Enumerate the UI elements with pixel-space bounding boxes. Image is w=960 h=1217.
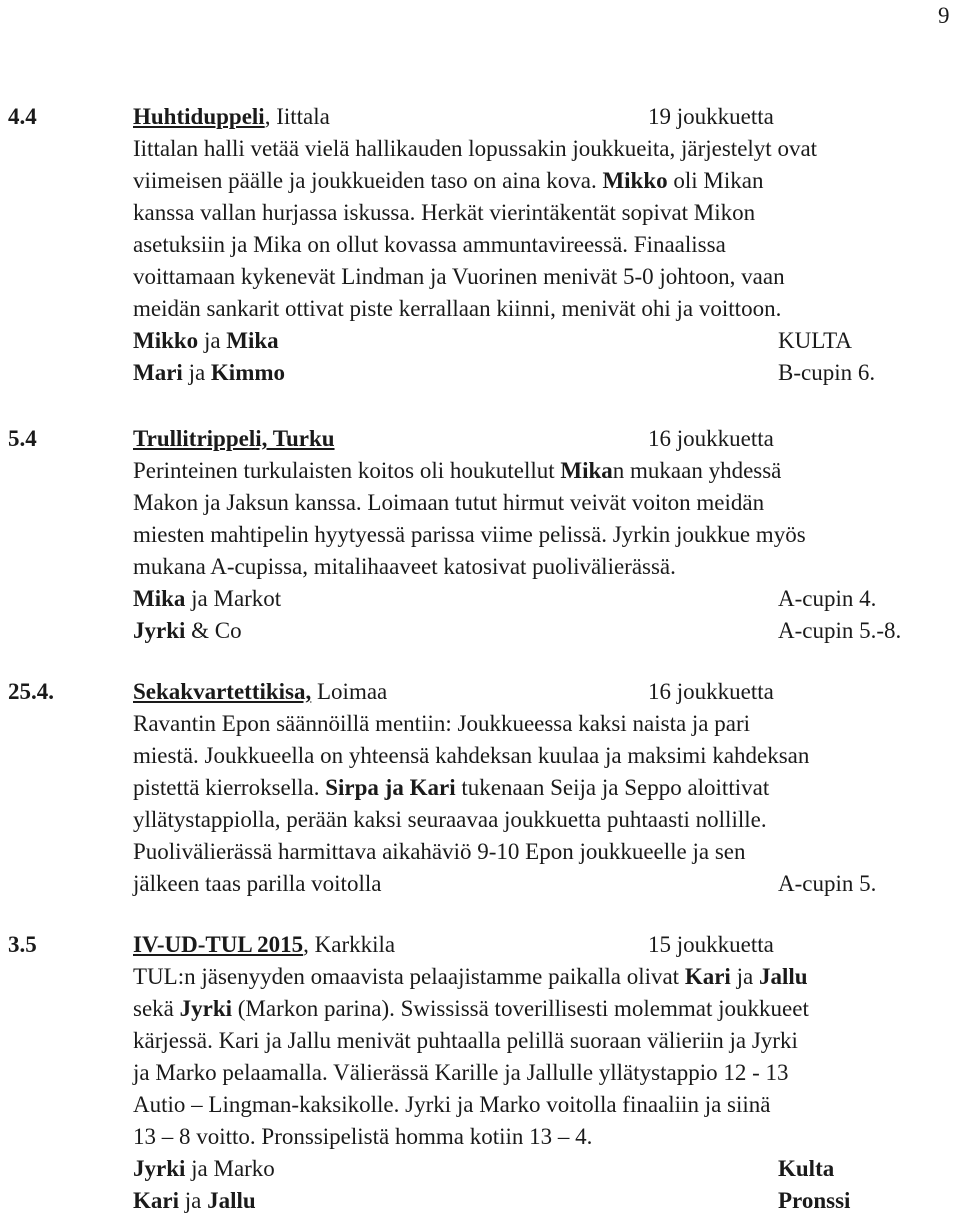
text-line — [133, 1089, 958, 1121]
text-line — [133, 993, 958, 1025]
result-players — [133, 1153, 275, 1185]
text-run: asetuksiin ja Mika on ollut kovassa ammuntavireessä. Finaalissa — [133, 232, 726, 257]
tournament-title: IV-UD-TUL 2015 — [133, 932, 304, 957]
text-line — [133, 197, 958, 229]
text-run: voittamaan kykenevät Lindman ja Vuorinen menivät 5-0 johtoon, vaan — [133, 264, 785, 289]
result-players — [133, 1185, 256, 1217]
text-run: Puolivälierässä harmittava aikahäviö 9-10 Epon joukkueelle ja sen — [133, 839, 746, 864]
result-placement: Kulta — [778, 1156, 835, 1181]
text-line — [133, 708, 958, 740]
result-placement: A-cupin 5. — [778, 871, 877, 896]
text-line — [133, 519, 958, 551]
entry-heading — [133, 423, 335, 455]
entry-heading — [133, 101, 330, 133]
text-run: kanssa vallan hurjassa iskussa. Herkät vierintäkentät sopivat Mikon — [133, 200, 756, 225]
text-run: Autio – Lingman-kaksikolle. Jyrki ja Marko voitolla finaaliin ja siinä — [133, 1092, 771, 1117]
text-run: kärjessä. Kari ja Jallu menivät puhtaalla pelillä suoraan välieriin ja Jyrki — [133, 1028, 798, 1053]
text-run: n mukaan yhdessä — [612, 458, 782, 483]
bold-text: Sirpa ja Kari — [325, 775, 456, 800]
result-row — [133, 583, 958, 615]
result-row — [133, 325, 958, 357]
text-run: 13 – 8 voitto. Pronssipelistä homma kotiin 13 – 4. — [133, 1124, 593, 1149]
text-line — [133, 261, 958, 293]
bold-text: Jyrki — [133, 1156, 186, 1181]
title-separator: , — [264, 104, 271, 129]
text-run: TUL:n jäsenyyden omaavista pelaajistamme paikalla olivat — [133, 964, 685, 989]
text-line — [133, 804, 958, 836]
text-run: meidän sankarit ottivat piste kerrallaan kiinni, menivät ohi ja voittoon. — [133, 296, 782, 321]
tournament-location: Iittala — [270, 104, 330, 129]
team-count: 16 joukkuetta — [648, 426, 774, 451]
text-line — [133, 1025, 958, 1057]
entry-date: 4.4 — [8, 104, 37, 129]
text-run: ja — [730, 964, 759, 989]
text-run: tukenaan Seija ja Seppo aloittivat — [455, 775, 770, 800]
text-run: Iittalan halli vetää vielä hallikauden lopussakin joukkueita, järjestelyt ovat — [133, 136, 818, 161]
text-run: viimeisen päälle ja joukkueiden taso on aina kova. — [133, 168, 603, 193]
text-run: ja Marko pelaamalla. Välierässä Karille ja Jallulle yllätystappio 12 - 13 — [133, 1060, 789, 1085]
result-row — [133, 615, 958, 647]
text-run: sekä — [133, 996, 180, 1021]
text-run: & Co — [185, 618, 242, 643]
text-line — [133, 293, 958, 325]
text-run: miesten mahtipelin hyytyessä parissa viime pelissä. Jyrkin joukkue myös — [133, 522, 806, 547]
entry-date: 3.5 — [8, 932, 37, 957]
entry-body — [133, 133, 958, 389]
result-players — [133, 615, 242, 647]
entry-date: 5.4 — [8, 426, 37, 451]
text-line — [133, 133, 958, 165]
bold-text: Mika — [226, 328, 279, 353]
result-players — [133, 325, 279, 357]
text-line — [133, 1057, 958, 1089]
result-row — [133, 868, 958, 900]
result-placement: B-cupin 6. — [778, 360, 876, 385]
tournament-title: Sekakvartettikisa, — [133, 679, 312, 704]
text-line — [133, 455, 958, 487]
bold-text: Mari — [133, 360, 183, 385]
text-run: yllätystappiolla, perään kaksi seuraavaa joukkuetta puhtaasti nollille. — [133, 807, 767, 832]
bold-text: Mika — [133, 586, 186, 611]
bold-text: Kari — [684, 964, 731, 989]
result-row — [133, 357, 958, 389]
text-run: ja — [198, 328, 227, 353]
tournament-location: Loimaa — [311, 679, 388, 704]
result-row — [133, 1185, 958, 1217]
tournament-title: Huhtiduppeli — [133, 104, 265, 129]
team-count: 16 joukkuetta — [648, 679, 774, 704]
page-number: 9 — [938, 3, 950, 28]
bold-text: Kimmo — [210, 360, 286, 385]
bold-text: Jyrki — [133, 618, 186, 643]
result-placement: A-cupin 4. — [778, 586, 877, 611]
text-line — [133, 961, 958, 993]
result-players — [133, 357, 285, 389]
text-line — [133, 165, 958, 197]
bold-text: Jyrki — [179, 996, 233, 1021]
result-players — [133, 583, 281, 615]
text-run: ja — [179, 1188, 208, 1213]
entry-body — [133, 455, 958, 647]
entry-body — [133, 961, 958, 1217]
entry-body — [133, 708, 958, 900]
text-run: pistettä kierroksella. — [133, 775, 326, 800]
entry-heading — [133, 929, 395, 961]
text-run: Ravantin Epon säännöillä mentiin: Joukkueessa kaksi naista ja pari — [133, 711, 751, 736]
entry-heading — [133, 676, 387, 708]
bold-text: Mika — [560, 458, 613, 483]
text-line — [133, 551, 958, 583]
bold-text: Jallu — [758, 964, 808, 989]
text-run: jälkeen taas parilla voitolla — [133, 871, 382, 896]
text-line — [133, 740, 958, 772]
text-line — [133, 836, 958, 868]
text-run: Perinteinen turkulaisten koitos oli houkutellut — [133, 458, 561, 483]
tournament-location: Karkkila — [308, 932, 396, 957]
team-count: 15 joukkuetta — [648, 932, 774, 957]
title-separator: , — [303, 932, 309, 957]
result-players — [133, 868, 381, 900]
text-line — [133, 1121, 958, 1153]
tournament-title: Trullitrippeli, Turku — [133, 426, 335, 451]
text-run: mukana A-cupissa, mitalihaaveet katosivat puolivälierässä. — [133, 554, 676, 579]
bold-text: Jallu — [207, 1188, 256, 1213]
result-row — [133, 1153, 958, 1185]
bold-text: Mikko — [133, 328, 199, 353]
text-run: miestä. Joukkueella on yhteensä kahdeksan kuulaa ja maksimi kahdeksan — [133, 743, 810, 768]
text-run: (Markon parina). Swississä toverillisesti molemmat joukkueet — [232, 996, 809, 1021]
result-placement: Pronssi — [778, 1188, 851, 1213]
text-run: Makon ja Jaksun kanssa. Loimaan tutut hirmut veivät voiton meidän — [133, 490, 765, 515]
entry-date: 25.4. — [8, 679, 54, 704]
bold-text: Mikko — [602, 168, 668, 193]
result-placement: A-cupin 5.-8. — [778, 618, 902, 643]
bold-text: Kari — [133, 1188, 179, 1213]
text-run: ja Markot — [185, 586, 282, 611]
text-line — [133, 229, 958, 261]
team-count: 19 joukkuetta — [648, 104, 774, 129]
text-run: ja Marko — [185, 1156, 275, 1181]
text-run: oli Mikan — [667, 168, 764, 193]
text-line — [133, 487, 958, 519]
result-placement: KULTA — [778, 328, 852, 353]
text-line — [133, 772, 958, 804]
text-run: ja — [182, 360, 211, 385]
